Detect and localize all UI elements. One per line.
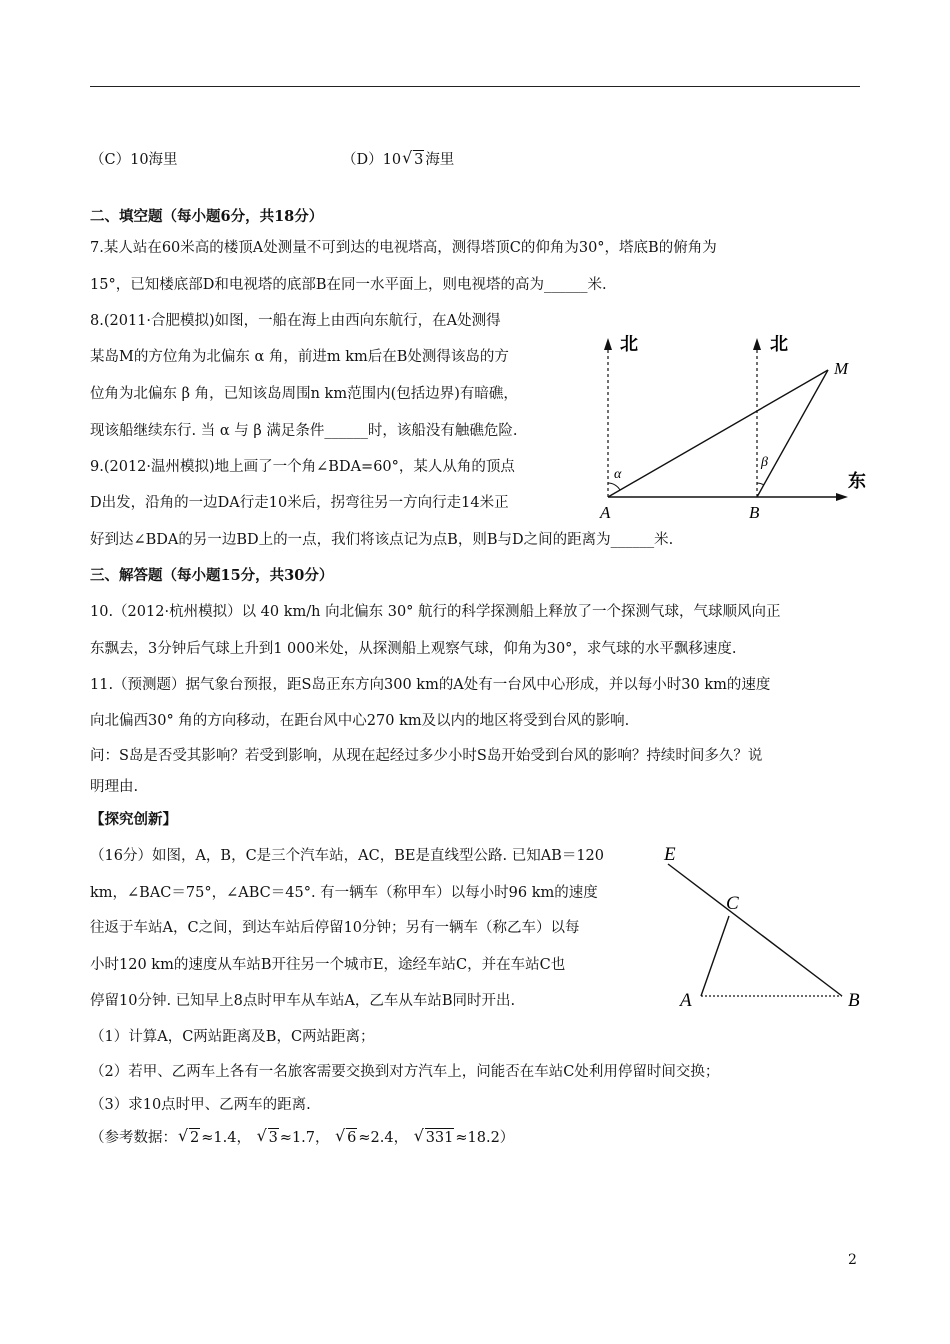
line-am bbox=[608, 370, 828, 497]
explore-line4: 小时120 km的速度从车站B开往另一个城市E，途经车站C，并在车站C也 bbox=[90, 957, 566, 973]
bearing-figure bbox=[596, 322, 872, 522]
label-a: A bbox=[600, 503, 611, 522]
q8-line2: 某岛M的方位角为北偏东 α 角，前进m km后在B处测得该岛的方 bbox=[90, 349, 509, 365]
label-north-2: 北 bbox=[770, 334, 788, 354]
q7-line1: 7.某人站在60米高的楼顶A处测量不可到达的电视塔高，测得塔顶C的仰角为30°，塔底B的俯角为 bbox=[90, 240, 717, 256]
label-m: M bbox=[834, 359, 849, 378]
header-rule bbox=[90, 86, 860, 87]
label-b: B bbox=[749, 503, 760, 522]
explore-line2: km，∠BAC＝75°，∠ABC＝45°. 有一辆车（称甲车）以每小时96 km的速度 bbox=[90, 885, 598, 901]
road-ac bbox=[701, 916, 729, 996]
label-b: B bbox=[848, 990, 860, 1011]
label-north-1: 北 bbox=[620, 334, 638, 354]
label-alpha: α bbox=[614, 467, 622, 482]
angle-beta-arc bbox=[757, 483, 764, 485]
q8-line3: 位角为北偏东 β 角，已知该岛周围n km范围内(包括边界)有暗礁， bbox=[90, 386, 518, 402]
label-beta: β bbox=[761, 455, 768, 470]
sqrt-symbol: √ 2 bbox=[178, 1126, 200, 1146]
q7-line2: 15°，已知楼底部D和电视塔的底部B在同一水平面上，则电视塔的高为______米. bbox=[90, 277, 607, 293]
road-be bbox=[668, 864, 842, 996]
station-figure bbox=[654, 838, 870, 1018]
north-arrow-b bbox=[753, 338, 761, 350]
options-row bbox=[90, 148, 455, 170]
explore-part1: （1）计算A，C两站距离及B，C两站距离； bbox=[90, 1029, 375, 1045]
north-arrow-a bbox=[604, 338, 612, 350]
explore-part3: （3）求10点时甲、乙两车的距离. bbox=[90, 1097, 311, 1113]
label-a: A bbox=[680, 990, 692, 1011]
reference-data: （参考数据： √ 2 ≈1.4， √ 3 ≈1.7， √ 6 ≈2.4， √ 331 ≈18.2） bbox=[90, 1126, 515, 1146]
q10-line2: 东飘去，3分钟后气球上升到1 000米处，从探测船上观察气球，仰角为30°，求气球的水平飘移速度. bbox=[90, 641, 737, 657]
explore-line3: 往返于车站A，C之间，到达车站后停留10分钟；另有一辆车（称乙车）以每 bbox=[90, 920, 580, 936]
q8-line1: 8.(2011·合肥模拟)如图，一船在海上由西向东航行，在A处测得 bbox=[90, 313, 501, 329]
section3-heading: 三、解答题（每小题15分，共30分） bbox=[90, 567, 334, 584]
q8-line4: 现该船继续东行. 当 α 与 β 满足条件______时，该船没有触礁危险. bbox=[90, 423, 518, 439]
sqrt-symbol: √ 331 bbox=[413, 1126, 454, 1146]
label-c: C bbox=[726, 893, 739, 914]
option-d: （D）10 √ 3 海里 bbox=[342, 148, 455, 168]
q9-line2: D出发，沿角的一边DA行走10米后，拐弯往另一方向行走14米正 bbox=[90, 495, 509, 511]
page-number: 2 bbox=[848, 1252, 857, 1268]
section2-heading: 二、填空题（每小题6分，共18分） bbox=[90, 208, 324, 225]
q9-line1: 9.(2012·温州模拟)地上画了一个角∠BDA=60°，某人从角的顶点 bbox=[90, 459, 515, 475]
label-e: E bbox=[664, 844, 676, 865]
line-bm bbox=[757, 370, 828, 497]
sqrt-symbol: √ 3 bbox=[402, 148, 424, 168]
explore-line1: （16分）如图，A，B，C是三个汽车站，AC，BE是直线型公路. 已知AB＝120 bbox=[90, 848, 604, 864]
east-arrow bbox=[836, 493, 848, 501]
sqrt-symbol: √ 6 bbox=[335, 1126, 357, 1146]
label-east: 东 bbox=[848, 471, 866, 491]
q11-line2: 向北偏西30° 角的方向移动，在距台风中心270 km及以内的地区将受到台风的影响. bbox=[90, 713, 630, 729]
explore-heading: 【探究创新】 bbox=[90, 811, 177, 828]
option-c: （C）10海里 bbox=[90, 152, 178, 168]
q11-line3: 问：S岛是否受其影响？若受到影响，从现在起经过多少小时S岛开始受到台风的影响？持续时间多久？说 bbox=[90, 748, 763, 764]
sqrt-symbol: √ 3 bbox=[256, 1126, 278, 1146]
explore-part2: （2）若甲、乙两车上各有一名旅客需要交换到对方汽车上，问能否在车站C处利用停留时间交换； bbox=[90, 1064, 720, 1080]
angle-alpha-arc bbox=[608, 483, 620, 490]
q11-line4: 明理由. bbox=[90, 779, 139, 795]
q9-line3: 好到达∠BDA的另一边BD上的一点，我们将该点记为点B，则B与D之间的距离为______米. bbox=[90, 532, 674, 548]
q11-line1: 11.（预测题）据气象台预报，距S岛正东方向300 km的A处有一台风中心形成，并以每小时30 km的速度 bbox=[90, 677, 771, 693]
explore-line5: 停留10分钟. 已知早上8点时甲车从车站A，乙车从车站B同时开出. bbox=[90, 993, 516, 1009]
q10-line1: 10.（2012·杭州模拟）以 40 km/h 向北偏东 30° 航行的科学探测船上释放了一个探测气球，气球顺风向正 bbox=[90, 604, 781, 620]
